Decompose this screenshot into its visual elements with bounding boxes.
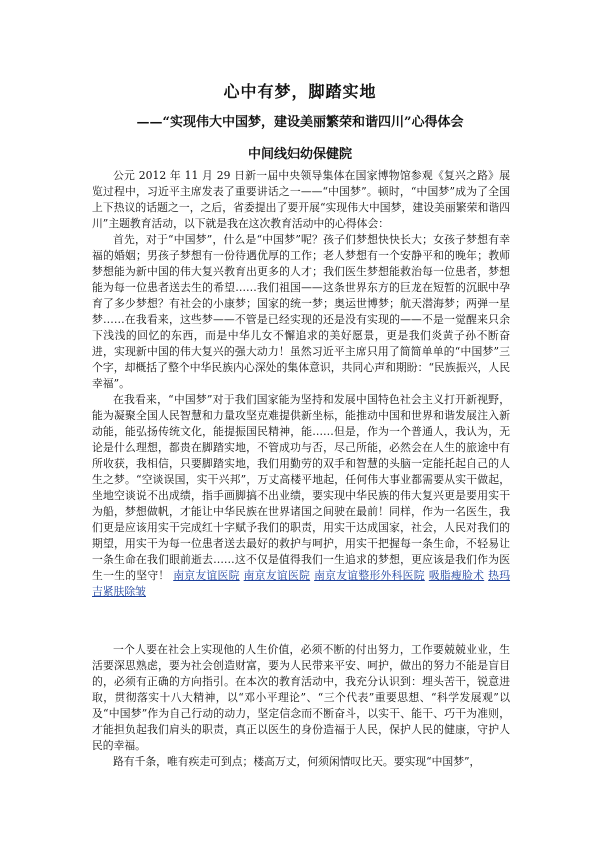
organization-name: 中间线妇幼保健院 xyxy=(247,147,352,162)
link-plastic-surgery[interactable]: 南京友谊整形外科医院 xyxy=(314,569,425,582)
paragraph-closing: 路有千条，唯有疾走可到点；楼高万丈，何须闲情叹比天。要实现“中国梦”， xyxy=(113,755,481,768)
link-thermage[interactable]: 热玛吉紧肤除皱 xyxy=(92,569,511,598)
page-subtitle: ——“实现伟大中国梦，建设美丽繁荣和谐四川”心得体会 xyxy=(136,115,464,130)
body-bottom xyxy=(92,642,510,770)
link-nanjing-youyi-2[interactable]: 南京友谊医院 xyxy=(243,569,311,582)
link-nanjing-youyi-1[interactable]: 南京友谊医院 xyxy=(173,569,240,582)
paragraph-intro: 公元 2012 年 11 月 29 日新一届中央领导集体在国家博物馆参观《复兴之路》展览过程中，习近平主席发表了重要讲话之一——“中国梦”。顿时，“中国梦”成为了全国上下热议的话题之一，之后，省委提出了要开展“实现伟大中国梦，建设美丽繁荣和谐四川”主题教育活动，以下就是我在这次教育活动中的心得体会： xyxy=(92,169,510,230)
paragraph-chinese-dream: 首先，对于“中国梦”，什么是“中国梦”呢？孩子们梦想快快长大；女孩子梦想有幸福的婚姻；男孩子梦想有一份待遇优厚的工作；老人梦想有一个安静平和的晚年；教师梦想能为新中国的伟大复兴教育出更多的人才；我们医生梦想能救治每一位患者，梦想能为每一位患者送去生的希望……我们祖国——这条世界东方的巨龙在短暂的沉眠中孕育了多少梦想？有社会的小康梦；国家的统一梦；奥运世博梦；航天潜海梦；两弹一星梦……在我看来，这些梦——不管是已经实现的还是没有实现的——不是一觉醒来只余下浅浅的回忆的东西，而是中华儿女不懈追求的美好愿景，更是我们炎黄子孙不断奋进，实现新中国的伟大复兴的强大动力！虽然习近平主席只用了简简单单的“中国梦”三个字，却概括了整个中华民族内心深处的集体意识，共同心声和期盼：“民族振兴，人民幸福”。 xyxy=(92,233,510,390)
paragraph-opinion-text: 在我看来，“中国梦”对于我们国家能为坚持和发展中国特色社会主义打开新视野，能为凝聚全国人民智慧和力量攻坚克难提供新坐标，能推动中国和世界和谐发展注入新动能，能弘扬传统文化，能提振国民精神，能……但是，作为一个普通人，我认为，无论是什么理想，都贵在脚踏实地，不管成功与否，尽己所能，必然会在人生的旅途中有所收获，我相信，只要脚踏实地，我们用勤劳的双手和智慧的头脑一定能托起自己的人生之梦。“空谈误国，实干兴邦”，万丈高楼平地起，任何伟大事业都需要从实干做起，坐地空谈说不出成绩，指手画脚搞不出业绩，要实现中华民族的伟大复兴更是要用实干为船，梦想做帆，才能让中华民族在世界诸国之间驶在最前！同样，作为一名医生，我们更是应该用实干完成红十字赋予我们的职责，用实干达成国家，社会，人民对我们的期望，用实干为每一位患者送去最好的救护与呵护，用实干把握每一条生命，不轻易让一条生命在我们眼前逝去……这不仅是值得我们一生追求的梦想，更应该是我们作为医生一生的坚守！ xyxy=(92,393,510,582)
paragraph-opinion xyxy=(92,392,510,600)
page-title: 心中有梦，脚踏实地 xyxy=(223,82,377,101)
paragraph-life-value: 一个人要在社会上实现他的人生价值，必须不断的付出努力，工作要兢兢业业，生活要深思熟虑，要为社会创造财富，要为人民带来平安、呵护，做出的努力不能是盲目的，必须有正确的方向指引。在本次的教育活动中，我充分认识到：埋头苦干，锐意进取，贯彻落实十八大精神，以“邓小平理论”、“三个代表”重要思想、“科学发展观”以及“中国梦”作为自己行动的动力，坚定信念而不断奋斗，以实干、能干、巧干为准则，才能担负起我们肩头的职责，真正以医生的身份造福于人民，保护人民的健康，守护人民的幸福。 xyxy=(92,643,510,752)
body-top xyxy=(92,168,510,600)
link-liposuction[interactable]: 吸脂瘦脸术 xyxy=(428,569,485,582)
